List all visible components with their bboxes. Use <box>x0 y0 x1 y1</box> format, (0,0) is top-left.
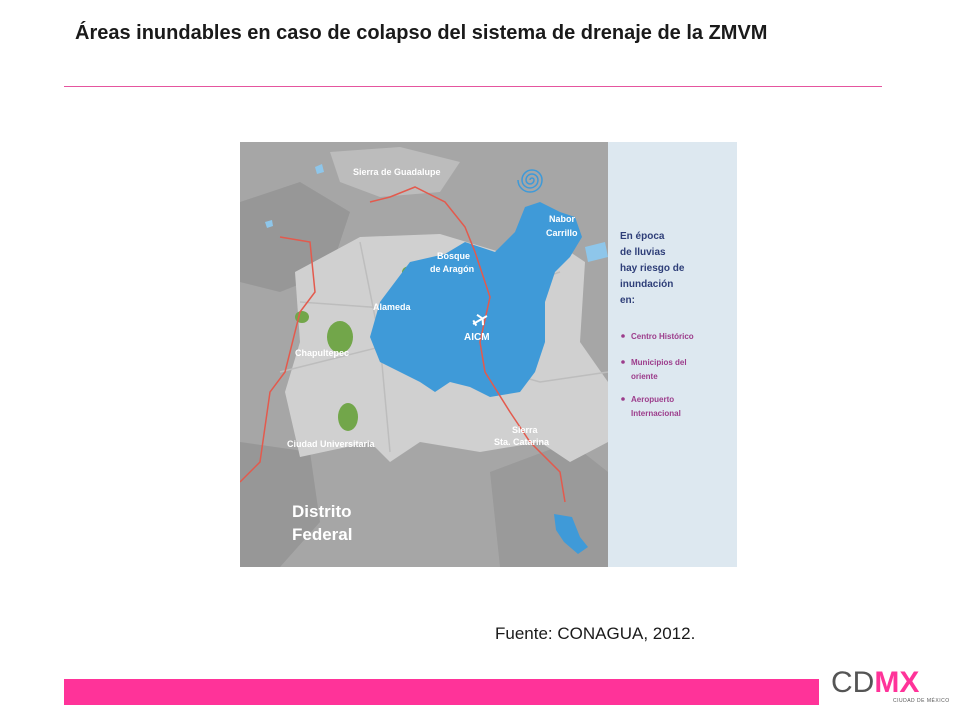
legend-heading-line-5: en: <box>620 295 635 306</box>
bullet-icon <box>621 334 625 338</box>
footer-bar <box>64 679 819 705</box>
flood-map <box>240 142 737 567</box>
logo-wordmark <box>831 668 931 698</box>
legend-item-3-line-2: Internacional <box>631 409 681 418</box>
label-chapultepec: Chapultepec <box>295 348 350 358</box>
label-bosque-aragon-1: Bosque <box>437 251 471 261</box>
legend-heading-line-4: inundación <box>620 279 674 290</box>
legend-item-1: Centro Histórico <box>631 332 694 341</box>
slide-title: Áreas inundables en caso de colapso del sistema de drenaje de la ZMVM <box>75 22 768 44</box>
logo-mx: MX <box>874 666 920 699</box>
label-sierra-guadalupe: Sierra de Guadalupe <box>353 167 441 177</box>
cdmx-logo <box>831 666 950 712</box>
label-sierra-santa-catarina-2: Sta. Catarina <box>494 437 550 447</box>
park-ciudad-universitaria <box>338 403 358 431</box>
label-distrito-federal-1: Distrito <box>292 502 352 521</box>
map-graphic <box>240 142 737 567</box>
label-bosque-aragon-2: de Aragón <box>430 264 475 274</box>
label-nabor-carrillo-1: Nabor <box>549 214 576 224</box>
bullet-icon <box>621 397 625 401</box>
label-aicm: AICM <box>464 332 490 343</box>
label-nabor-carrillo-2: Carrillo <box>546 228 578 238</box>
legend-heading-line-2: de lluvias <box>620 247 666 258</box>
label-ciudad-universitaria: Ciudad Universitaria <box>287 439 375 449</box>
legend-heading-line-3: hay riesgo de <box>620 263 685 274</box>
legend-panel <box>608 142 737 567</box>
legend-item-2-line-2: oriente <box>631 372 658 381</box>
legend-heading-line-1: En época <box>620 231 665 242</box>
logo-cd: CD <box>831 666 875 699</box>
legend-item-2: Municipios del <box>631 358 687 367</box>
source-caption: Fuente: CONAGUA, 2012. <box>495 624 696 643</box>
legend-item-3: Aeropuerto <box>631 395 675 404</box>
label-alameda: Alameda <box>373 302 411 312</box>
logo-subtitle: CIUDAD DE MÉXICO <box>893 698 950 704</box>
label-sierra-santa-catarina-1: Sierra <box>512 425 538 435</box>
bullet-icon <box>621 360 625 364</box>
label-distrito-federal-2: Federal <box>292 525 353 544</box>
title-divider <box>64 86 882 87</box>
